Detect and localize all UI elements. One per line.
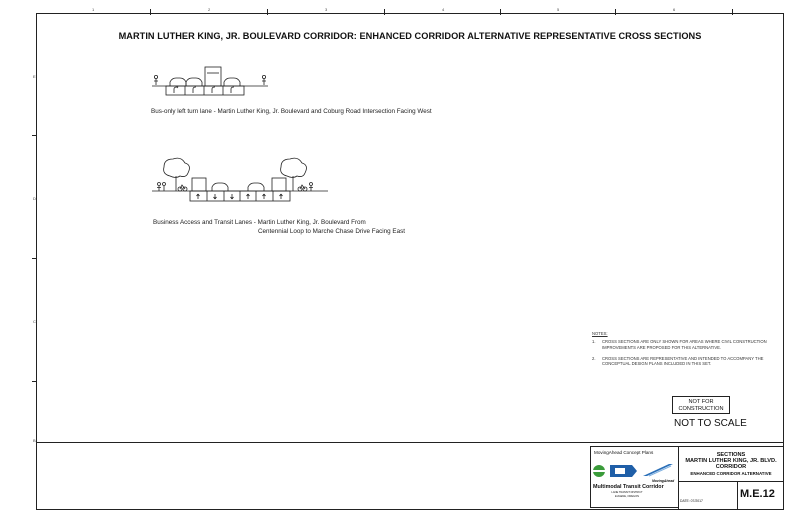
zone-tick (32, 258, 37, 259)
pedestrian-icon (154, 75, 158, 85)
sheet-title-line1: SECTIONS (716, 452, 746, 458)
zone-tick (500, 9, 501, 15)
drawing-title: MARTIN LUTHER KING, JR. BOULEVARD CORRIDOR: ENHANCED CORRIDOR ALTERNATIVE REPRESENTATIVE CROSS SECTIONS (118, 31, 702, 41)
row-letter: D (33, 196, 36, 201)
cross-section-1-drawing (150, 64, 270, 104)
agency-line2: EUGENE, OREGON (615, 495, 639, 498)
stamp-line2: CONSTRUCTION (678, 406, 724, 412)
note-number: 1. (592, 339, 596, 345)
zone-number: 4 (442, 7, 445, 12)
agency-line1: LANE TRANSIT DISTRICT (611, 491, 643, 494)
pedestrian-icon (262, 75, 266, 85)
pedestrian-icon (157, 183, 161, 192)
moving-ahead-logo-text: MovingAhead (652, 479, 675, 483)
transit-arrow-logo-icon (610, 465, 637, 477)
bicycle-icon (178, 185, 187, 191)
cross-section-1-caption: Bus-only left turn lane - Martin Luther King, Jr. Boulevard and Coburg Road Intersection Facing West (151, 108, 432, 115)
stamp-line1: NOT FOR (688, 399, 714, 405)
notes-block (592, 331, 782, 372)
note-item (592, 339, 782, 350)
row-letter: B (33, 438, 36, 443)
drawing-border (36, 13, 784, 510)
pedestrian-icon (163, 183, 166, 192)
zone-tick (384, 9, 385, 15)
plan-set-label: MovingAhead Concept Plans (594, 450, 654, 455)
zone-tick (615, 9, 616, 15)
zone-tick (32, 381, 37, 382)
note-text: CROSS SECTIONS ARE REPRESENTATIVE AND INTENDED TO ACCOMPANY THE CONCEPTUAL DESIGN PLANS INCLUDED IN THIS SET. (602, 355, 764, 366)
project-name: Multimodal Transit Corridor (593, 484, 664, 490)
note-text: CROSS SECTIONS ARE ONLY SHOWN FOR AREAS WHERE CIVIL CONSTRUCTION IMPROVEMENTS ARE PROPOSED FOR THIS ALTERNATIVE. (602, 339, 767, 350)
sheet-title-line2: MARTIN LUTHER KING, JR. BLVD. (685, 458, 777, 464)
cross-section-2-caption-line2: Centennial Loop to Marche Chase Drive Facing East (258, 228, 406, 235)
cross-section-2-caption-line1: Business Access and Transit Lanes - Martin Luther King, Jr. Boulevard From (153, 219, 366, 226)
zone-number: 2 (208, 7, 211, 12)
tree-icon (164, 158, 190, 191)
pedestrian-icon (309, 183, 313, 192)
zone-tick (150, 9, 151, 15)
sheet-title-line3: CORRIDOR (715, 464, 747, 470)
zone-number: 1 (92, 7, 95, 12)
scale-note: NOT TO SCALE (674, 418, 747, 429)
notes-title: NOTES: (592, 331, 608, 336)
zone-number: 6 (673, 7, 676, 12)
zone-number: 5 (557, 7, 560, 12)
zone-tick (267, 9, 268, 15)
note-item (592, 356, 782, 367)
zone-number: 3 (325, 7, 328, 12)
title-block-date-cell (678, 481, 738, 510)
cross-section-2-drawing (150, 154, 330, 206)
logos (591, 462, 677, 480)
zone-tick (732, 9, 733, 15)
date-label: DATE: 07/2017 (680, 499, 703, 503)
sheet-title-line4: ENHANCED CORRIDOR ALTERNATIVE (690, 471, 772, 476)
bicycle-icon (298, 185, 307, 191)
note-number: 2. (592, 355, 596, 361)
row-letter: C (33, 319, 36, 324)
not-for-construction-stamp (672, 396, 730, 414)
title-block-divider (36, 442, 784, 443)
zone-tick (32, 135, 37, 136)
moving-ahead-logo-icon (643, 464, 673, 476)
sheet-number: M.E.12 (740, 488, 775, 500)
ltd-logo-icon (593, 465, 605, 477)
row-letter: E (33, 74, 36, 79)
